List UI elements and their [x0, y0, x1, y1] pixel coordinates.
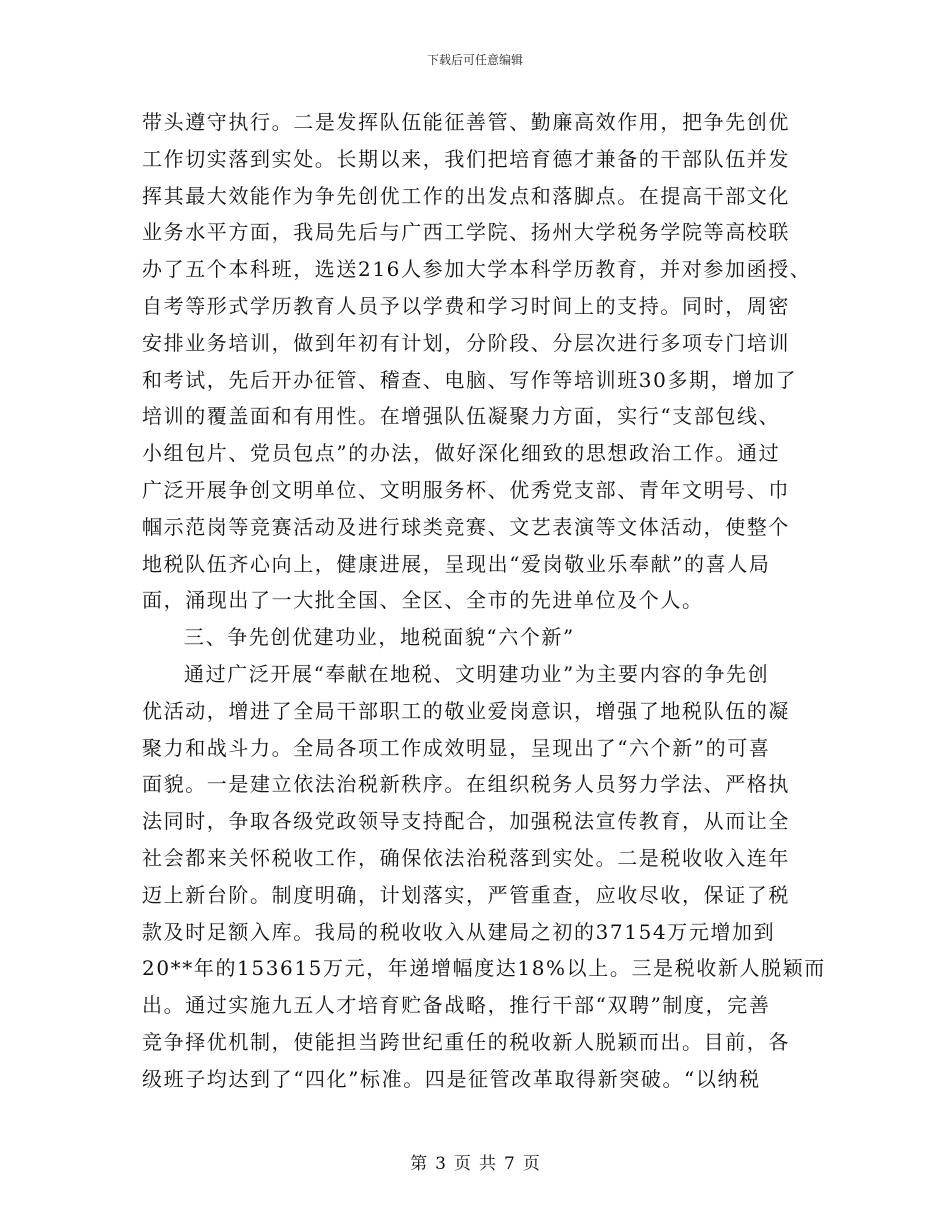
body-line: 安排业务培训，做到年初有计划，分阶段、分层次进行多项专门培训 [142, 330, 790, 355]
section-heading: 三、争先创优建功业，地税面貌“六个新” [184, 625, 575, 650]
body-line: 地税队伍齐心向上，健康进展，呈现出“爱岗敬业乐奉献”的喜人局 [142, 551, 771, 576]
footer-label-gong: 共 [479, 1154, 496, 1174]
body-line: 级班子均达到了“四化”标准。四是征管改革取得新突破。“以纳税 [142, 1066, 761, 1091]
body-line: 法同时，争取各级党政领导支持配合，加强税法宣传教育，从而让全 [142, 809, 790, 834]
body-line: 20**年的153615万元，年递增幅度达18%以上。三是税收新人脱颖而 [142, 956, 826, 981]
body-line: 工作切实落到实处。长期以来，我们把培育德才兼备的干部队伍并发 [142, 146, 790, 171]
document-body [142, 104, 826, 1098]
body-line: 社会都来关怀税收工作，确保依法治税落到实处。二是税收收入连年 [142, 845, 790, 870]
body-line: 和考试，先后开办征管、稽查、电脑、写作等培训班30多期，增加了 [142, 367, 798, 392]
body-line: 业务水平方面，我局先后与广西工学院、扬州大学税务学院等高校联 [142, 220, 790, 245]
body-line: 竞争择优机制，使能担当跨世纪重任的税收新人脱颖而出。目前，各 [142, 1029, 790, 1054]
body-line: 带头遵守执行。二是发挥队伍能征善管、勤廉高效作用，把争先创优 [142, 110, 790, 134]
body-line: 帼示范岗等竞赛活动及进行球类竞赛、文艺表演等文体活动，使整个 [142, 514, 790, 539]
paragraph-first-line: 通过广泛开展“奉献在地税、文明建功业”为主要内容的争先创 [184, 661, 770, 686]
footer-label-ye: 页 [454, 1154, 471, 1174]
body-line: 款及时足额入库。我局的税收收入从建局之初的37154万元增加到 [142, 919, 776, 944]
body-line: 出。通过实施九五人才培育贮备战略，推行干部“双聘”制度，完善 [142, 993, 771, 1018]
body-line: 小组包片、党员包点”的办法，做好深化细致的思想政治工作。通过 [142, 441, 781, 466]
body-line: 挥其最大效能作为争先创优工作的出发点和落脚点。在提高干部文化 [142, 183, 790, 208]
body-line: 办了五个本科班，选送216人参加大学本科学历教育，并对参加函授、 [142, 257, 812, 282]
body-line: 广泛开展争创文明单位、文明服务杯、优秀党支部、青年文明号、巾 [142, 477, 790, 502]
body-line: 自考等形式学历教育人员予以学费和学习时间上的支持。同时，周密 [142, 293, 790, 318]
body-line: 面，涌现出了一大批全国、全区、全市的先进单位及个人。 [142, 588, 704, 613]
body-line: 面貌。一是建立依法治税新秩序。在组织税务人员努力学法、严格执 [142, 772, 790, 797]
total-pages-number: 7 [504, 1154, 515, 1174]
page-footer [0, 1153, 950, 1175]
current-page-number: 3 [435, 1154, 446, 1174]
footer-label-di: 第 [410, 1154, 428, 1174]
body-line: 培训的覆盖面和有用性。在增强队伍凝聚力方面，实行“支部包线、 [142, 404, 781, 429]
body-line: 聚力和战斗力。全局各项工作成效明显，呈现出了“六个新”的可喜 [142, 735, 771, 760]
body-line: 优活动，增进了全局干部职工的敬业爱岗意识，增强了地税队伍的凝 [142, 698, 790, 723]
footer-label-ye2: 页 [522, 1154, 540, 1174]
body-line: 迈上新台阶。制度明确，计划落实，严管重查，应收尽收，保证了税 [142, 882, 790, 907]
page-header: 下载后可任意编辑 [426, 53, 523, 67]
